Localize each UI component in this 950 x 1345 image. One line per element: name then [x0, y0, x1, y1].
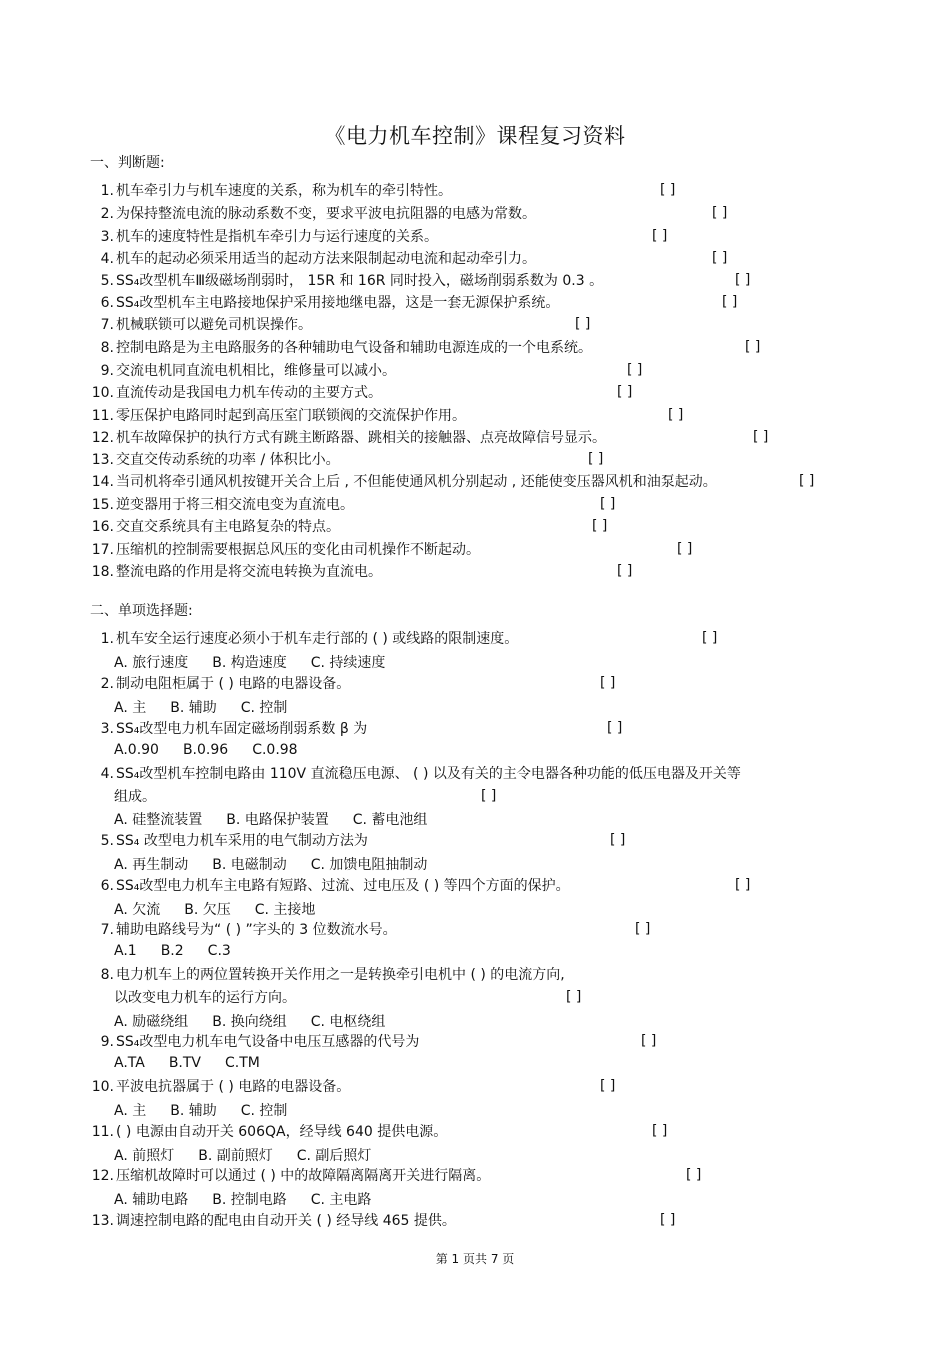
- option-a[interactable]: A. 旅行速度: [114, 655, 189, 671]
- option-row: [114, 742, 322, 758]
- option-row: [114, 697, 311, 717]
- option-a[interactable]: A. 主: [114, 700, 147, 716]
- question-text: SS₄ 改型电力机车采用的电气制动方法为: [116, 833, 368, 849]
- option-c[interactable]: C. 蓄电池组: [352, 812, 428, 828]
- option-a[interactable]: A.1: [114, 943, 137, 959]
- question-line: [90, 541, 480, 559]
- question-number: 10.: [91, 1079, 114, 1095]
- option-c[interactable]: C.3: [207, 943, 231, 959]
- question-line: [90, 877, 570, 895]
- question-number: 9.: [100, 363, 114, 379]
- question-number: 11.: [91, 1124, 114, 1140]
- option-c[interactable]: C. 电枢绕组: [310, 1014, 386, 1030]
- answer-bracket[interactable]: [ ]: [617, 384, 633, 400]
- option-a[interactable]: A.TA: [114, 1055, 145, 1071]
- answer-bracket[interactable]: [ ]: [481, 788, 497, 804]
- question-line: [90, 429, 606, 447]
- question-number: 3.: [100, 721, 114, 737]
- question-line: [90, 205, 536, 223]
- question-number: 1.: [100, 183, 114, 199]
- question-continuation: 组成。: [114, 789, 156, 805]
- question-text: SS₄改型机车Ⅲ级磁场削弱时， 15R 和 16R 同时投入，磁场削弱系数为 0.3 。: [116, 273, 604, 289]
- question-line: [90, 339, 592, 357]
- page-title: 《电力机车控制》课程复习资料: [324, 124, 626, 148]
- question-text: SS₄改型机车主电路接地保护采用接地继电器，这是一套无源保护系统。: [116, 295, 560, 311]
- question-text: 交流电机同直流电机相比，维修量可以减小。: [116, 363, 396, 379]
- answer-bracket[interactable]: [ ]: [575, 316, 591, 332]
- question-line: [90, 496, 354, 514]
- option-a[interactable]: A. 辅助电路: [114, 1192, 189, 1208]
- option-b[interactable]: B.2: [160, 943, 184, 959]
- question-line: [90, 1123, 447, 1141]
- question-number: 18.: [91, 564, 114, 580]
- question-line: [90, 182, 452, 200]
- question-text: 当司机将牵引通风机按键开关合上后 , 不但能使通风机分别起动 , 还能使变压器风机和油泵起动。: [116, 474, 717, 490]
- option-row: [114, 1055, 284, 1071]
- option-c[interactable]: C.0.98: [252, 742, 298, 758]
- option-c[interactable]: C. 主接地: [254, 902, 316, 918]
- answer-bracket[interactable]: [ ]: [652, 1123, 668, 1139]
- option-b[interactable]: B. 辅助: [170, 700, 217, 716]
- answer-bracket[interactable]: [ ]: [635, 921, 651, 937]
- option-b[interactable]: B. 电路保护装置: [226, 812, 329, 828]
- option-c[interactable]: C. 主电路: [310, 1192, 372, 1208]
- answer-bracket[interactable]: [ ]: [660, 182, 676, 198]
- answer-bracket[interactable]: [ ]: [566, 989, 582, 1005]
- question-line: [90, 228, 438, 246]
- question-text: 机车的起动必须采用适当的起动方法来限制起动电流和起动牵引力。: [116, 251, 536, 267]
- question-number: 5.: [100, 273, 114, 289]
- question-text: 机车安全运行速度必须小于机车走行部的 ( ) 或线路的限制速度。: [116, 631, 519, 647]
- question-text: 机械联锁可以避免司机误操作。: [116, 317, 312, 333]
- question-text: 直流传动是我国电力机车传动的主要方式。: [116, 385, 382, 401]
- question-number: 15.: [91, 497, 114, 513]
- answer-bracket[interactable]: [ ]: [652, 228, 668, 244]
- question-text: 压缩机故障时可以通过 ( ) 中的故障隔离隔离开关进行隔离。: [116, 1168, 491, 1184]
- section-heading-true-false: 一、判断题:: [90, 155, 165, 171]
- question-text: 电力机车上的两位置转换开关作用之一是转换牵引电机中 ( ) 的电流方向,: [116, 967, 565, 983]
- question-line: [90, 966, 565, 984]
- question-number: 7.: [100, 317, 114, 333]
- question-line: [90, 1033, 419, 1051]
- option-row: [114, 1100, 311, 1120]
- option-c[interactable]: C.TM: [225, 1055, 260, 1071]
- answer-bracket[interactable]: [ ]: [712, 205, 728, 221]
- option-b[interactable]: B. 欠压: [184, 902, 231, 918]
- question-number: 6.: [100, 878, 114, 894]
- option-c[interactable]: C. 控制: [240, 700, 288, 716]
- question-text: SS₄改型机车控制电路由 110V 直流稳压电源、 ( ) 以及有关的主令电器各种功能的低压电器及开关等: [116, 766, 741, 782]
- answer-bracket[interactable]: [ ]: [610, 832, 626, 848]
- question-line: [90, 473, 717, 491]
- answer-bracket[interactable]: [ ]: [745, 339, 761, 355]
- question-number: 4.: [100, 251, 114, 267]
- option-b[interactable]: B. 副前照灯: [198, 1148, 273, 1164]
- answer-bracket[interactable]: [ ]: [677, 541, 693, 557]
- option-row: [114, 809, 451, 829]
- option-c[interactable]: C. 加馈电阻抽制动: [310, 857, 428, 873]
- answer-bracket[interactable]: [ ]: [660, 1212, 676, 1228]
- question-number: 5.: [100, 833, 114, 849]
- option-a[interactable]: A.0.90: [114, 742, 159, 758]
- question-number: 2.: [100, 206, 114, 222]
- option-c[interactable]: C. 副后照灯: [296, 1148, 372, 1164]
- option-row: [114, 1189, 395, 1209]
- question-line: [90, 765, 741, 783]
- option-b[interactable]: B. 换向绕组: [212, 1014, 287, 1030]
- question-line: [90, 630, 518, 648]
- question-number: 13.: [91, 452, 114, 468]
- answer-bracket[interactable]: [ ]: [668, 407, 684, 423]
- question-number: 8.: [100, 967, 114, 983]
- option-row: [114, 652, 409, 672]
- answer-bracket[interactable]: [ ]: [607, 720, 623, 736]
- question-number: 13.: [91, 1213, 114, 1229]
- option-b[interactable]: B.TV: [168, 1055, 202, 1071]
- question-text: ( ) 电源由自动开关 606QA，经导线 640 提供电源。: [116, 1124, 448, 1140]
- option-c[interactable]: C. 持续速度: [310, 655, 386, 671]
- answer-bracket[interactable]: [ ]: [588, 451, 604, 467]
- question-text: 整流电路的作用是将交流电转换为直流电。: [116, 564, 382, 580]
- answer-bracket[interactable]: [ ]: [686, 1167, 702, 1183]
- question-text: 零压保护电路同时起到高压室门联锁阀的交流保护作用。: [116, 408, 466, 424]
- question-line: [90, 407, 466, 425]
- option-a[interactable]: A. 主: [114, 1103, 147, 1119]
- question-number: 8.: [100, 340, 114, 356]
- option-row: [114, 943, 255, 959]
- option-row: [114, 854, 451, 874]
- question-line: [90, 362, 396, 380]
- question-number: 3.: [100, 229, 114, 245]
- option-a[interactable]: A. 前照灯: [114, 1148, 175, 1164]
- answer-bracket[interactable]: [ ]: [600, 675, 616, 691]
- question-line: [90, 272, 603, 290]
- question-text: SS₄改型电力机车固定磁场削弱系数 β 为: [116, 721, 368, 737]
- option-row: [114, 1011, 409, 1031]
- question-line: [90, 720, 367, 738]
- question-line: [90, 451, 340, 469]
- option-b[interactable]: B.0.96: [182, 742, 229, 758]
- option-b[interactable]: B. 辅助: [170, 1103, 217, 1119]
- question-text: 逆变器用于将三相交流电变为直流电。: [116, 497, 354, 513]
- question-line: [90, 1078, 350, 1096]
- answer-bracket[interactable]: [ ]: [600, 1078, 616, 1094]
- question-line: [90, 921, 397, 939]
- question-line: [90, 675, 350, 693]
- option-a[interactable]: A. 硅整流装置: [114, 812, 203, 828]
- question-line: [90, 250, 536, 268]
- question-text: 交直交系统具有主电路复杂的特点。: [116, 519, 340, 535]
- question-line: [90, 294, 559, 312]
- question-line: [90, 1167, 490, 1185]
- question-text: SS₄改型电力机车电气设备中电压互感器的代号为: [116, 1034, 420, 1050]
- question-number: 11.: [91, 408, 114, 424]
- option-a[interactable]: A. 再生制动: [114, 857, 189, 873]
- question-number: 2.: [100, 676, 114, 692]
- question-text: 机车的速度特性是指机车牵引力与运行速度的关系。: [116, 229, 438, 245]
- question-number: 7.: [100, 922, 114, 938]
- answer-bracket[interactable]: [ ]: [753, 429, 769, 445]
- answer-bracket[interactable]: [ ]: [799, 473, 815, 489]
- page-footer: 第 1 页共 7 页: [435, 1252, 515, 1266]
- question-number: 12.: [91, 1168, 114, 1184]
- option-a[interactable]: A. 欠流: [114, 902, 161, 918]
- option-b[interactable]: B. 电磁制动: [212, 857, 287, 873]
- question-number: 17.: [91, 542, 114, 558]
- option-row: [114, 899, 339, 919]
- question-line: [90, 518, 340, 536]
- option-b[interactable]: B. 控制电路: [212, 1192, 287, 1208]
- question-text: 平波电抗器属于 ( ) 电路的电器设备。: [116, 1079, 351, 1095]
- answer-bracket[interactable]: [ ]: [735, 272, 751, 288]
- answer-bracket[interactable]: [ ]: [712, 250, 728, 266]
- question-text: 交直交传动系统的功率 / 体积比小。: [116, 452, 340, 468]
- question-text: 辅助电路线号为“ ( ) ”字头的 3 位数流水号。: [116, 922, 397, 938]
- question-text: 控制电路是为主电路服务的各种辅助电气设备和辅助电源连成的一个电系统。: [116, 340, 592, 356]
- question-text: 调速控制电路的配电由自动开关 ( ) 经导线 465 提供。: [116, 1213, 456, 1229]
- question-number: 1.: [100, 631, 114, 647]
- answer-bracket[interactable]: [ ]: [735, 877, 751, 893]
- question-number: 16.: [91, 519, 114, 535]
- answer-bracket[interactable]: [ ]: [592, 518, 608, 534]
- question-text: 压缩机的控制需要根据总风压的变化由司机操作不断起动。: [116, 542, 480, 558]
- answer-bracket[interactable]: [ ]: [600, 496, 616, 512]
- question-continuation: 以改变电力机车的运行方向。: [114, 990, 296, 1006]
- answer-bracket[interactable]: [ ]: [641, 1033, 657, 1049]
- question-number: 10.: [91, 385, 114, 401]
- question-text: SS₄改型电力机车主电路有短路、过流、过电压及 ( ) 等四个方面的保护。: [116, 878, 570, 894]
- answer-bracket[interactable]: [ ]: [617, 563, 633, 579]
- question-number: 14.: [91, 474, 114, 490]
- question-line: [90, 1212, 456, 1230]
- question-number: 4.: [100, 766, 114, 782]
- question-line: [90, 316, 312, 334]
- question-text: 机车故障保护的执行方式有跳主断路器、跳相关的接触器、点亮故障信号显示。: [116, 430, 606, 446]
- section-heading-single-choice: 二、单项选择题:: [90, 603, 193, 619]
- option-c[interactable]: C. 控制: [240, 1103, 288, 1119]
- question-text: 机车牵引力与机车速度的关系，称为机车的牵引特性。: [116, 183, 452, 199]
- question-number: 9.: [100, 1034, 114, 1050]
- question-line: [90, 832, 368, 850]
- question-number: 12.: [91, 430, 114, 446]
- answer-bracket[interactable]: [ ]: [722, 294, 738, 310]
- option-a[interactable]: A. 励磁绕组: [114, 1014, 189, 1030]
- question-line: [90, 563, 382, 581]
- answer-bracket[interactable]: [ ]: [702, 630, 718, 646]
- option-b[interactable]: B. 构造速度: [212, 655, 287, 671]
- question-number: 6.: [100, 295, 114, 311]
- question-text: 制动电阻柜属于 ( ) 电路的电器设备。: [116, 676, 351, 692]
- option-row: [114, 1145, 395, 1165]
- answer-bracket[interactable]: [ ]: [627, 362, 643, 378]
- question-text: 为保持整流电流的脉动系数不变，要求平波电抗阻器的电感为常数。: [116, 206, 536, 222]
- question-line: [90, 384, 382, 402]
